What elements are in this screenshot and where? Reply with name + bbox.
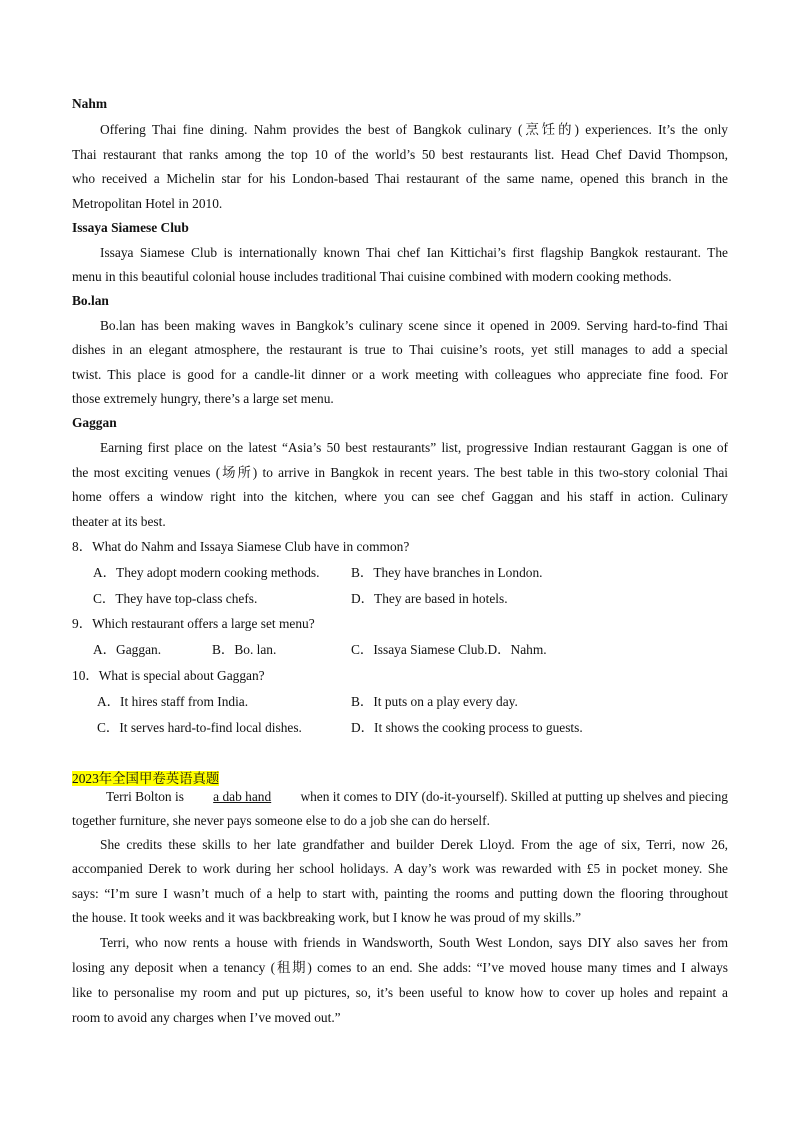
paragraph-line: Earning first place on the latest “Asia’s 50 best restaurants” list, progressive Indian restaurant Gaggan is one of	[100, 440, 728, 455]
q9-option-cd: C．Issaya Siamese Club.D．Nahm.	[351, 642, 547, 657]
highlighted-label: 2023年全国甲卷英语真题	[72, 771, 220, 786]
paragraph-line: Terri, who now rents a house with friends in Wandsworth, South West London, says DIY also saves her from	[100, 935, 728, 950]
heading-issaya: Issaya Siamese Club	[72, 220, 189, 235]
q8-option-d: D．They are based in hotels.	[351, 591, 508, 606]
paragraph-line: home offers a window right into the kitchen, where you can see chef Gaggan and his staff in action. Culinary	[72, 489, 728, 504]
paragraph-line: dishes in an elegant atmosphere, the restaurant is true to Thai cuisine’s roots, yet still manages to add a special	[72, 342, 728, 357]
paragraph-line: those extremely hungry, there’s a large set menu.	[72, 391, 334, 406]
paragraph-line: Offering Thai fine dining. Nahm provides the best of Bangkok culinary (烹饪的) experiences. It’s the only	[100, 122, 728, 137]
paragraph-line: Metropolitan Hotel in 2010.	[72, 196, 223, 211]
q10-option-b: B．It puts on a play every day.	[351, 694, 518, 709]
paragraph-line: like to personalise my room and put up pictures, so, it’s been useful to know how to cover up holes and repaint a	[72, 985, 728, 1000]
paragraph-line: who received a Michelin star for his London-based Thai restaurant of the same name, opened this branch in the	[72, 171, 728, 186]
q10-option-d: D．It shows the cooking process to guests.	[351, 720, 583, 735]
heading-bolan: Bo.lan	[72, 293, 109, 308]
paragraph-line: says: “I’m sure I wasn’t much of a help to start with, painting the rooms and putting down the flooring throughout	[72, 886, 728, 901]
q10-option-a: A．It hires staff from India.	[97, 694, 249, 709]
paragraph-line: the house. It took weeks and it was backbreaking work, but I know he was proud of my skills.”	[72, 910, 582, 925]
exam-source-label	[72, 771, 219, 787]
paragraph-line: theater at its best.	[72, 514, 166, 529]
paragraph-line: menu in this beautiful colonial house includes traditional Thai cuisine combined with modern cooking methods.	[72, 269, 672, 284]
q10-option-c: C．It serves hard-to-find local dishes.	[97, 720, 302, 735]
paragraph-line: twist. This place is good for a candle-lit dinner or a work meeting with colleagues who appreciate fine food. For	[72, 367, 728, 382]
heading-nahm: Nahm	[72, 96, 107, 111]
heading-gaggan: Gaggan	[72, 415, 117, 430]
question-10-stem: 10．What is special about Gaggan?	[72, 668, 265, 683]
paragraph-line: the most exciting venues (场所) to arrive in Bangkok in recent years. The best table in this two-story colonial Thai	[72, 465, 728, 480]
q8-option-a: A．They adopt modern cooking methods.	[93, 565, 320, 580]
question-9-stem: 9．Which restaurant offers a large set menu?	[72, 616, 315, 631]
q8-option-c: C．They have top-class chefs.	[93, 591, 258, 606]
paragraph-line: together furniture, she never pays someone else to do a job she can do herself.	[72, 813, 490, 828]
paragraph-line: Thai restaurant that ranks among the top 10 of the world’s 50 best restaurants list. Head Chef David Thompson,	[72, 147, 728, 162]
paragraph-line	[106, 789, 728, 805]
paragraph-line: accompanied Derek to work during her school holidays. A day’s work was rewarded with £5 in pocket money. She	[72, 861, 728, 876]
paragraph-line: room to avoid any charges when I’ve moved out.”	[72, 1010, 341, 1025]
q9-option-b: B．Bo. lan.	[212, 642, 277, 657]
paragraph-line: Issaya Siamese Club is internationally known Thai chef Ian Kittichai’s first flagship Bangkok restaurant. The	[100, 245, 728, 260]
p1-start: Terri Bolton is	[106, 789, 184, 804]
q8-option-b: B．They have branches in London.	[351, 565, 543, 580]
p1-rest: when it comes to DIY (do-it-yourself). Skilled at putting up shelves and piecing	[300, 789, 728, 804]
question-8-stem: 8．What do Nahm and Issaya Siamese Club have in common?	[72, 539, 410, 554]
paragraph-line: losing any deposit when a tenancy (租期) comes to an end. She adds: “I’ve moved house many times and I always	[72, 960, 728, 975]
paragraph-line: She credits these skills to her late grandfather and builder Derek Lloyd. From the age of six, Terri, now 26,	[100, 837, 728, 852]
underlined-phrase: a dab hand	[213, 789, 272, 804]
q9-option-a: A．Gaggan.	[93, 642, 162, 657]
paragraph-line: Bo.lan has been making waves in Bangkok’s culinary scene since it opened in 2009. Serving hard-to-find Thai	[100, 318, 728, 333]
